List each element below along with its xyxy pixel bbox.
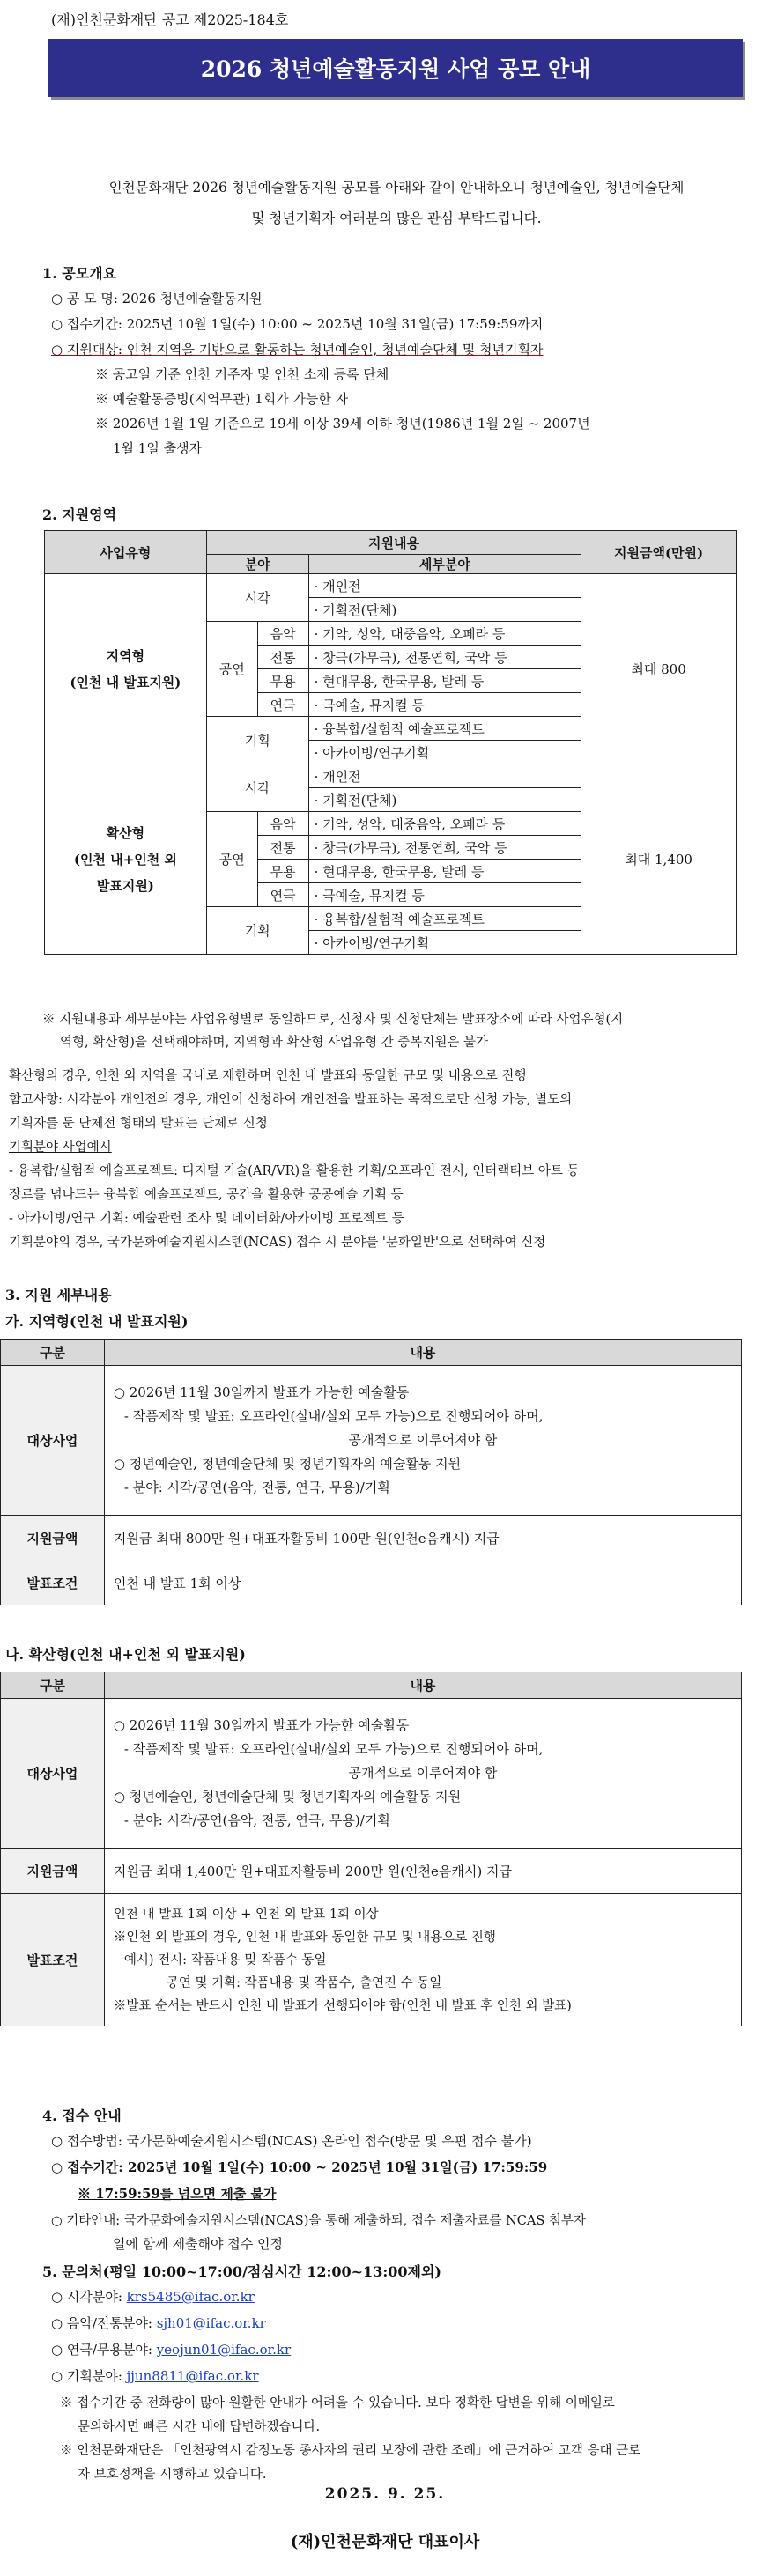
sub-plan-1: · 융복합/실험적 예술프로젝트 xyxy=(308,717,581,741)
label-target: 대상사업 xyxy=(1,1366,105,1516)
notice-number: (재)인천문화재단 공고 제2025-184호 xyxy=(51,11,289,28)
support-area-table xyxy=(44,530,737,955)
field-trad: 전통 xyxy=(257,646,308,669)
field-trad-2: 전통 xyxy=(257,836,308,860)
sub-plan-2a: · 융복합/실험적 예술프로젝트 xyxy=(308,907,581,931)
sub-trad-2: · 창극(가무극), 전통연희, 국악 등 xyxy=(308,836,581,860)
condition-detail-2: 인천 내 발표 1회 이상 + 인천 외 발표 1회 이상 ※인천 외 발표의 경우, 인천 내 발표와 동일한 규모 및 내용으로 진행 예시) 전시: 작품내용 및 작품수 동일 공연 및 기획: 작품내용 및 작품수, 출연진 수 동일 ※발표 순서는 반드시 인천 내 발표가 선행되어야 함(인천 내 발표 후 인천 외 발표) xyxy=(104,1894,741,2026)
s1-note-1: ※ 공고일 기준 인천 거주자 및 인천 소재 등록 단체 xyxy=(95,366,389,382)
sub-solo: · 개인전 xyxy=(308,574,581,598)
contact-theater: ○ 연극/무용분야: yeojun01@ifac.or.kr xyxy=(51,2342,292,2358)
field-dance-2: 무용 xyxy=(257,860,308,883)
sub-theater: · 극예술, 뮤지컬 등 xyxy=(308,693,581,717)
sub-theater-2: · 극예술, 뮤지컬 등 xyxy=(308,883,581,907)
intro-line-2: 및 청년기획자 여러분의 많은 관심 부탁드립니다. xyxy=(251,210,542,226)
field-music-2: 음악 xyxy=(257,812,308,836)
s2-note-6: - 융복합/실험적 예술프로젝트: 디지털 기술(AR/VR)을 활용한 기획/오프라인 전시, 인터랙티브 아트 등 xyxy=(9,1164,580,1178)
sub-music: · 기악, 성악, 대중음악, 오페라 등 xyxy=(308,622,581,646)
signer: (재)인천문화재단 대표이사 xyxy=(290,2533,480,2551)
section-1-heading: 1. 공모개요 xyxy=(42,265,117,282)
section-3-heading: 3. 지원 세부내용 xyxy=(5,1287,112,1303)
th-content: 지원내용 xyxy=(206,531,581,555)
field-perform: 공연 xyxy=(206,622,257,717)
s5-note-2: ※ 인천문화재단은 「인천광역시 감정노동 종사자의 권리 보장에 관한 조례」에 근거하여 고객 응대 근로 xyxy=(60,2444,641,2458)
sub-plan-2: · 아카이빙/연구기획 xyxy=(308,741,581,764)
s2-note-4: 기획자를 둔 단체전 형태의 발표는 단체로 신청 xyxy=(9,1117,268,1131)
th-kind: 구분 xyxy=(1,1340,105,1366)
s4-period: ○ 접수기간: 2025년 10월 1일(수) 10:00 ~ 2025년 10월 31일(금) 17:59:59 xyxy=(51,2159,548,2175)
amount-local: 최대 800 xyxy=(581,574,737,764)
label-condition-2: 발표조건 xyxy=(1,1894,105,2026)
s5-note-1: ※ 접수기간 중 전화량이 많아 원활한 안내가 어려울 수 있습니다. 보다 정확한 답변을 위해 이메일로 xyxy=(60,2396,615,2410)
th-detail-2: 내용 xyxy=(104,1672,741,1699)
type-double: 확산형 (인천 내+인천 외 발표지원) xyxy=(45,764,207,955)
target-detail: ○ 2026년 11월 30일까지 발표가 가능한 예술활동 - 작품제작 및 발표: 오프라인(실내/실외 모두 가능)으로 진행되어야 하며, 공개적으로 이루어져야 함 ○ 청년예술인, 청년예술단체 및 청년기획자의 예술활동 지원 - 분야: 시각/공연(음악, 전통, 연극, 무용)/기획 xyxy=(104,1366,741,1516)
contact-music: ○ 음악/전통분야: sjh01@ifac.or.kr xyxy=(51,2315,266,2331)
field-visual: 시각 xyxy=(206,574,308,622)
th-type: 사업유형 xyxy=(45,531,207,574)
intro-line-1: 인천문화재단 2026 청년예술활동지원 공모를 아래와 같이 안내하오니 청년예술인, 청년예술단체 xyxy=(108,180,685,196)
s2-note-8: - 아카이빙/연구 기획: 예술관련 조사 및 데이터화/아카이빙 프로젝트 등 xyxy=(9,1212,404,1226)
email-link-plan[interactable]: jjun8811@ifac.or.kr xyxy=(126,2368,259,2384)
s2-note-3: 함고사항: 시각분야 개인전의 경우, 개인이 신청하여 개인전을 발표하는 목적으로만 신청 가능, 별도의 xyxy=(9,1093,573,1107)
double-detail-table xyxy=(0,1672,742,2026)
s1-name: ○ 공 모 명: 2026 청년예술활동지원 xyxy=(51,291,263,306)
s4-method: ○ 접수방법: 국가문화예술지원시스템(NCAS) 온라인 접수(방문 및 우편 접수 불가) xyxy=(51,2133,532,2149)
contact-plan: ○ 기획분야: jjun8811@ifac.or.kr xyxy=(51,2368,259,2384)
amount-double: 최대 1,400 xyxy=(581,764,737,955)
field-perform-2: 공연 xyxy=(206,812,257,907)
sub-solo-2: · 개인전 xyxy=(308,764,581,788)
s5-note-2b: 자 보호정책을 시행하고 있습니다. xyxy=(78,2468,267,2482)
sub-plan-2b: · 아카이빙/연구기획 xyxy=(308,931,581,955)
sub-dance-2: · 현대무용, 한국무용, 발레 등 xyxy=(308,860,581,883)
notice-date: 2025. 9. 25. xyxy=(324,2485,446,2503)
section-3b-heading: 나. 확산형(인천 내+인천 외 발표지원) xyxy=(5,1646,246,1663)
intro-text xyxy=(62,173,731,234)
amount-detail: 지원금 최대 800만 원+대표자활동비 100만 원(인천e음캐시) 지급 xyxy=(104,1516,741,1561)
s1-note-3b: 1월 1일 출생자 xyxy=(113,440,203,456)
s1-period: ○ 접수기간: 2025년 10월 1일(수) 10:00 ~ 2025년 10월 31일(금) 17:59:59까지 xyxy=(51,316,544,332)
th-field: 분야 xyxy=(206,555,308,574)
page-title: 2026 청년예술활동지원 사업 공모 안내 xyxy=(48,39,743,97)
label-condition: 발표조건 xyxy=(1,1561,105,1605)
target-detail-2: ○ 2026년 11월 30일까지 발표가 가능한 예술활동 - 작품제작 및 발표: 오프라인(실내/실외 모두 가능)으로 진행되어야 하며, 공개적으로 이루어져야 함 ○ 청년예술인, 청년예술단체 및 청년기획자의 예술활동 지원 - 분야: 시각/공연(음악, 전통, 연극, 무용)/기획 xyxy=(104,1699,741,1849)
sub-trad: · 창극(가무극), 전통연희, 국악 등 xyxy=(308,646,581,669)
type-local: 지역형 (인천 내 발표지원) xyxy=(45,574,207,764)
contact-visual: ○ 시각분야: krs5485@ifac.or.kr xyxy=(51,2289,255,2305)
field-plan-2: 기획 xyxy=(206,907,308,955)
s1-note-2: ※ 예술활동증빙(지역무관) 1회가 가능한 자 xyxy=(95,391,349,407)
email-link-music[interactable]: sjh01@ifac.or.kr xyxy=(156,2315,266,2331)
label-target-2: 대상사업 xyxy=(1,1699,105,1849)
field-music: 음악 xyxy=(257,622,308,646)
s2-note-7: 장르를 넘나드는 융복합 예술프로젝트, 공간을 활용한 공공예술 기획 등 xyxy=(9,1188,404,1202)
s4-other: ○ 기타안내: 국가문화예술지원시스템(NCAS)을 통해 제출하되, 접수 제출자료를 NCAS 첨부자 xyxy=(51,2214,586,2228)
th-detail: 내용 xyxy=(104,1340,741,1366)
s4-deadline-note: ※ 17:59:59를 넘으면 제출 불가 xyxy=(78,2186,277,2202)
local-detail-table xyxy=(0,1339,742,1605)
sub-music-2: · 기악, 성악, 대중음악, 오페라 등 xyxy=(308,812,581,836)
sub-dance: · 현대무용, 한국무용, 발레 등 xyxy=(308,669,581,693)
th-amount: 지원금액(만원) xyxy=(581,531,737,574)
label-amount: 지원금액 xyxy=(1,1516,105,1561)
sub-group-2: · 기획전(단체) xyxy=(308,788,581,812)
s1-note-3: ※ 2026년 1월 1일 기준으로 19세 이상 39세 이하 청년(1986년 1월 2일 ~ 2007년 xyxy=(95,416,590,432)
s2-note-1b: 역형, 확산형)을 선택해야하며, 지역형과 확산형 사업유형 간 중복지원은 불가 xyxy=(60,1036,488,1050)
field-theater: 연극 xyxy=(257,693,308,717)
label-amount-2: 지원금액 xyxy=(1,1849,105,1894)
field-theater-2: 연극 xyxy=(257,883,308,907)
s2-note-5: 기획분야 사업예시 xyxy=(9,1140,112,1155)
field-plan: 기획 xyxy=(206,717,308,764)
s4-other-b: 일에 함께 제출해야 접수 인정 xyxy=(113,2236,283,2252)
field-visual-2: 시각 xyxy=(206,764,308,812)
s2-note-2: 확산형의 경우, 인천 외 지역을 국내로 제한하며 인천 내 발표와 동일한 규모 및 내용으로 진행 xyxy=(9,1069,527,1083)
field-dance: 무용 xyxy=(257,669,308,693)
sub-group: · 기획전(단체) xyxy=(308,598,581,622)
th-subfield: 세부분야 xyxy=(308,555,581,574)
s5-note-1b: 문의하시면 빠른 시간 내에 답변하겠습니다. xyxy=(78,2420,321,2434)
section-3a-heading: 가. 지역형(인천 내 발표지원) xyxy=(5,1313,189,1330)
email-link-visual[interactable]: krs5485@ifac.or.kr xyxy=(126,2289,255,2305)
section-5-heading: 5. 문의처(평일 10:00~17:00/점심시간 12:00~13:00제외) xyxy=(42,2263,441,2280)
s1-target: ○ 지원대상: 인천 지역을 기반으로 활동하는 청년예술인, 청년예술단체 및 청년기획자 xyxy=(51,342,544,358)
email-link-theater[interactable]: yeojun01@ifac.or.kr xyxy=(156,2342,292,2358)
s2-note-1: ※ 지원내용과 세부분야는 사업유형별로 동일하므로, 신청자 및 신청단체는 발표장소에 따라 사업유형(지 xyxy=(42,1013,624,1027)
s2-note-9: 기획분야의 경우, 국가문화예술지원시스템(NCAS) 접수 시 분야를 '문화일반'으로 선택하여 신청 xyxy=(9,1236,546,1250)
section-4-heading: 4. 접수 안내 xyxy=(42,2107,122,2124)
amount-detail-2: 지원금 최대 1,400만 원+대표자활동비 200만 원(인천e음캐시) 지급 xyxy=(104,1849,741,1894)
th-kind-2: 구분 xyxy=(1,1672,105,1699)
condition-detail: 인천 내 발표 1회 이상 xyxy=(104,1561,741,1605)
section-2-heading: 2. 지원영역 xyxy=(42,506,117,523)
